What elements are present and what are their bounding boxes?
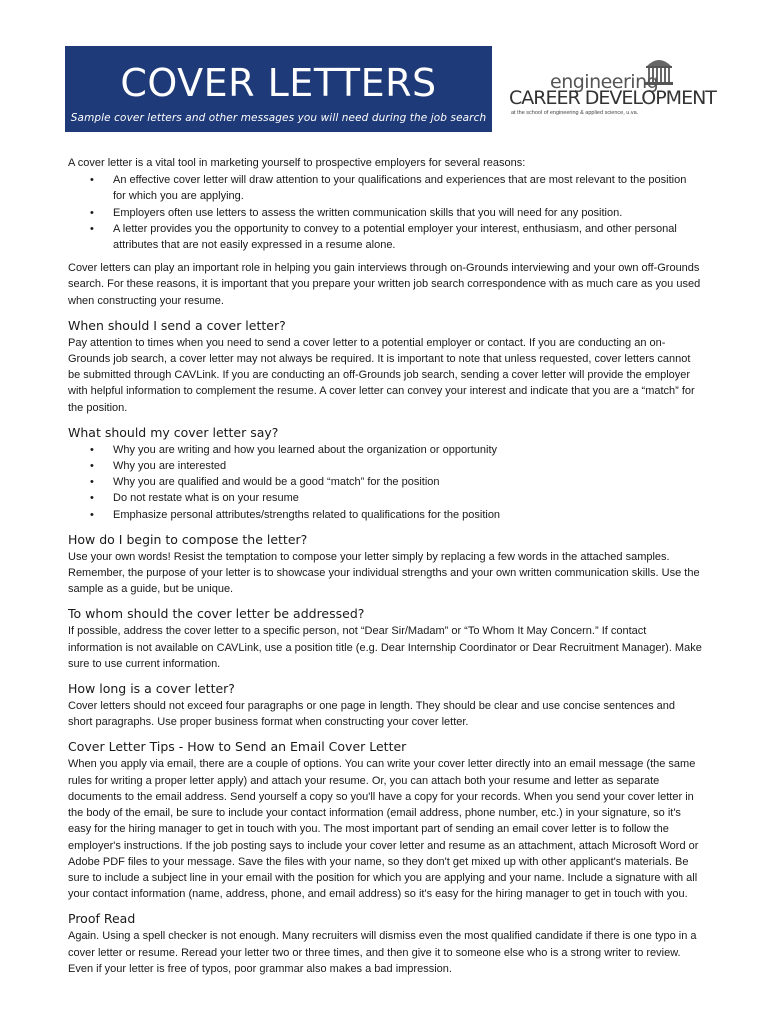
list-item: • Why you are qualified and would be a good “match” for the position [68,474,702,490]
bullet-icon: • [90,443,94,456]
list-item: • Do not restate what is on your resume [68,490,702,506]
list-item: • A letter provides you the opportunity to convey to a potential employer your interest, enthusiasm, and other personal attributes that are not easily expressed in a resume alone. [90,222,677,252]
paragraph-when: Pay attention to times when you need to send a cover letter to a potential employer or contact. If you are conducting an on-Grounds job search, a cover letter may not always be required. It is important to note that unless requested, cover letters cannot be submitted through CAVLink. If you are conducting an off-Grounds job search, sending a cover letter will provide the employer with helpful information to complement the resume. A cover letter can convey your interest and indicate that you are a “match” for the position. [68,336,695,414]
intro-bullet-list [68,172,702,253]
paragraph-long: Cover letters should not exceed four paragraphs or one page in length. They should be clear and use concise sentences and short paragraphs. Use proper business format when constructing your cover letter. [68,700,676,729]
paragraph-whom: If possible, address the cover letter to a specific person, not “Dear Sir/Madam” or “To Whom It May Concern.” If contact information is not available on CAVLink, use a position title (e.g. Dear Internship Coordinator or Dear Recruitment Manager). Make sure to use current information. [68,625,702,670]
list-item: • Employers often use letters to assess the written communication skills that you will need for any position. [68,205,702,221]
bullet-icon: • [90,222,94,235]
heading-long: How long is a cover letter? [68,681,235,697]
heading-how: How do I begin to compose the letter? [68,531,308,547]
paragraph-proof: Again. Using a spell checker is not enough. Many recruiters will dismiss even the most qualified candidate if there is one typo in a cover letter or resume. Reread your letter two or three times, and then give it to someone else who is a strong writer to review. Even if your letter is free of typos, poor grammar also makes a bad impression. [68,930,697,975]
paragraph-email: When you apply via email, there are a couple of options. You can write your cover letter directly into an email message (the same rules for writing a proper letter apply) and attach your resume. Or, you can attach both your resume and letter as separate documents to the email address. Send yourself a copy so you'll have a copy for your records. When you send your cover letter in the body of the email, be sure to include your contact information (email address, phone number, etc.) in your signature, so it's easy for the hiring manager to get in touch with you. The most important part of sending an email cover letter is to follow the employer's instructions. If the job posting says to include your cover letter and resume as an attachment, attach Microsoft Word or Adobe PDF files to your message. Save the files with your name, so they don't get mixed up with other applicant's materials. Be sure to include a subject line in your email with the position for which you are applying and your name. Include a signature with all your contact information (name, address, phone, and email address) so it's easy for the hiring manager to get in touch with you. [68,758,699,901]
document-body [68,155,702,977]
bullet-icon: • [90,492,94,505]
heading-when: When should I send a cover letter? [68,317,286,333]
bullet-icon: • [90,206,94,219]
heading-whom: To whom should the cover letter be addressed? [68,606,365,622]
intro-lead: A cover letter is a vital tool in marketing yourself to prospective employers for several reasons: [68,157,526,169]
intro-paragraph: Cover letters can play an important role in helping you gain interviews through on-Grounds interviewing and your own off-Grounds search. For these reasons, it is important that you prepare your written job search correspondence with as much care as you used when constructing your resume. [68,262,701,307]
logo-career-text: CAREER DEVELOPMENT [509,87,716,109]
list-item: • Why you are interested [68,458,702,474]
bullet-icon: • [90,508,94,521]
list-item: • Emphasize personal attributes/strengths related to qualifications for the position [68,507,702,523]
page-subtitle: Sample cover letters and other messages you will need during the job search [70,112,487,124]
list-item: • An effective cover letter will draw attention to your qualifications and experiences that are most relevant to the position for which you are applying. [90,174,687,203]
heading-what: What should my cover letter say? [68,424,279,440]
bullet-icon: • [90,476,94,489]
list-item: • Why you are writing and how you learned about the organization or opportunity [68,442,702,458]
logo-school-text: at the school of engineering & applied science, u.va. [511,110,639,116]
what-bullet-list [68,442,702,523]
logo-engineering-text: engineering [550,71,659,93]
paragraph-how: Use your own words! Resist the temptation to compose your letter simply by replacing a few words in the attached samples. Remember, the purpose of your letter is to showcase your individual strengths and your own written communication skills. Use the sample as a guide, but be unique. [68,550,700,596]
title-banner [65,46,492,132]
heading-email: Cover Letter Tips - How to Send an Email Cover Letter [68,739,407,755]
heading-proof: Proof Read [68,911,136,927]
page-title: COVER LETTERS [120,61,437,105]
career-development-logo [509,56,716,120]
bullet-icon: • [90,174,94,187]
bullet-icon: • [90,460,94,473]
